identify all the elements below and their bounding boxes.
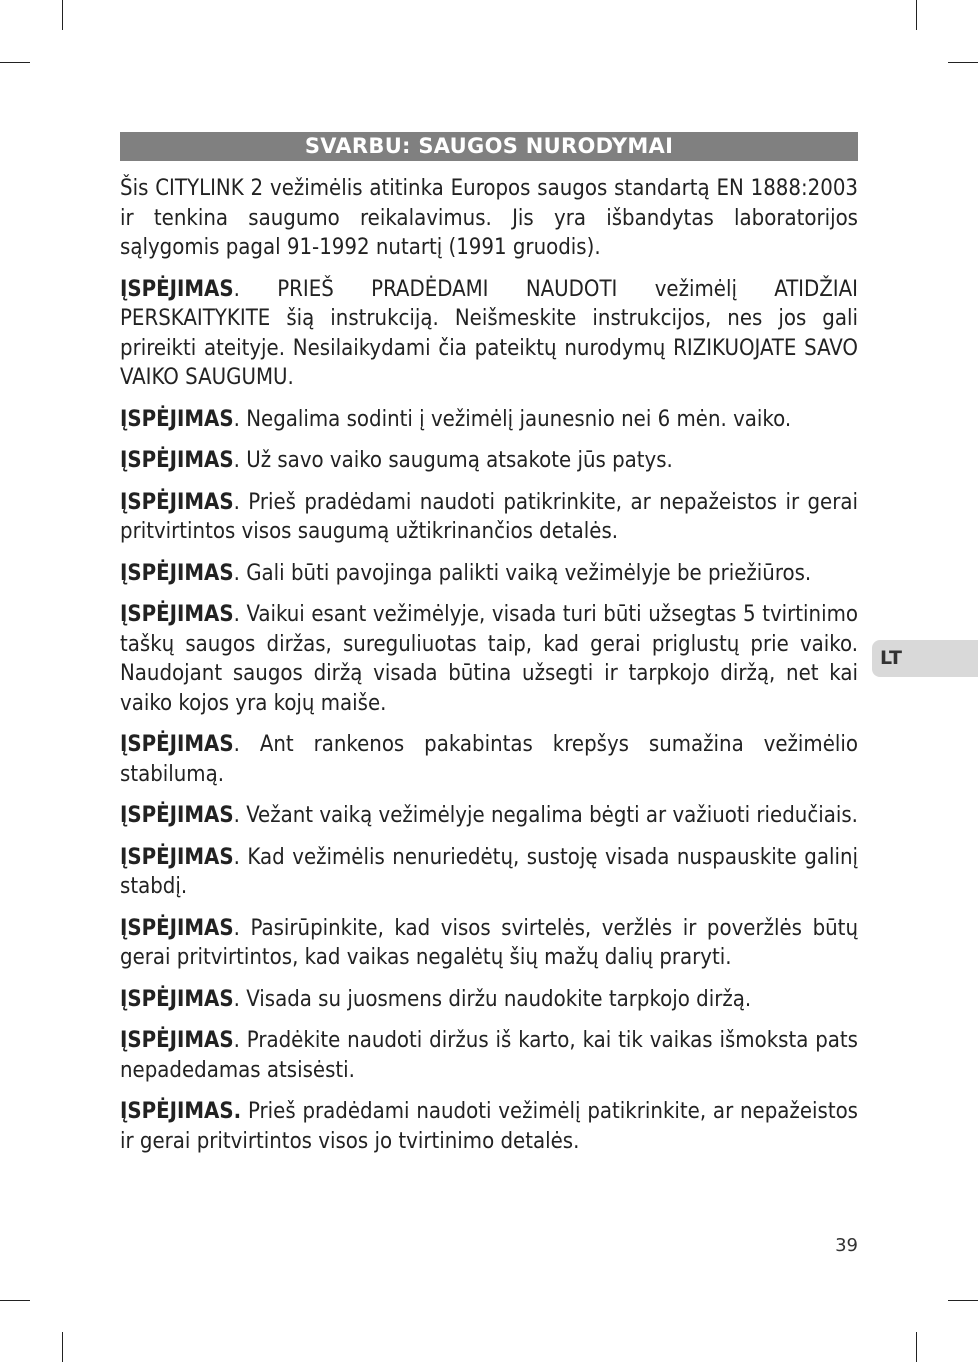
warning-label: ĮSPĖJIMAS <box>120 915 234 941</box>
warning-label: ĮSPĖJIMAS <box>120 276 234 302</box>
intro-paragraph: Šis CITYLINK 2 vežimėlis atitinka Europos saugos standartą EN 1888:2003 ir tenkina saugumo reikalavimus. Jis yra išbandytas laboratorijos sąlygomis pagal 91-1992 nutartį (1991 gruodis). <box>120 176 858 260</box>
warning-label: ĮSPĖJIMAS <box>120 602 234 627</box>
warning-text: . Negalima sodinti į vežimėlį jaunesnio nei 6 mėn. vaiko. <box>233 406 792 432</box>
warning-label: ĮSPĖJIMAS <box>120 406 234 432</box>
warning-text: . Kad vežimėlis nenuriedėtų, sustoję visada nuspauskite galinį stabdį. <box>120 844 858 899</box>
warning-paragraph <box>120 275 858 393</box>
warning-label: ĮSPĖJIMAS <box>120 844 234 870</box>
document-body <box>120 174 858 1168</box>
section-header: SVARBU: SAUGOS NURODYMAI <box>120 132 858 161</box>
warning-paragraph <box>120 985 858 1015</box>
warning-label: ĮSPĖJIMAS <box>120 732 234 757</box>
warning-paragraph <box>120 600 858 718</box>
warning-text: . Pasirūpinkite, kad visos svirtelės, veržlės ir poveržlės būtų gerai pritvirtintos, kad vaikas negalėtų šių mažų dalių praryti. <box>120 915 858 970</box>
crop-mark <box>0 62 30 63</box>
warning-label: ĮSPĖJIMAS <box>120 489 234 515</box>
crop-mark <box>62 0 63 30</box>
crop-mark <box>916 0 917 30</box>
warning-label: ĮSPĖJIMAS <box>120 986 234 1012</box>
warning-paragraph <box>120 559 858 589</box>
warning-text: . Prieš pradėdami naudoti patikrinkite, ar nepažeistos ir gerai pritvirtintos visos saugumą užtikrinančios detalės. <box>120 489 858 544</box>
crop-mark <box>948 62 978 63</box>
warning-paragraph <box>120 843 858 902</box>
warning-text: . Vežant vaiką vežimėlyje negalima bėgti ar važiuoti riedučiais. <box>233 803 858 828</box>
crop-mark <box>916 1332 917 1362</box>
warning-text: . Visada su juosmens diržu naudokite tarpkojo diržą. <box>233 986 752 1012</box>
warning-label: ĮSPĖJIMAS <box>120 448 234 473</box>
warning-text: . Už savo vaiko saugumą atsakote jūs patys. <box>233 448 673 473</box>
crop-mark <box>0 1300 30 1301</box>
warning-text: . PRIEŠ PRADĖDAMI NAUDOTI vežimėlį ATIDŽIAI PERSKAITYKITE šią instrukciją. Neišmeskite instrukcijos, nes jos gali prireikti ateityje. Nesilaikydami čia pateiktų nurodymų RIZIKUOJATE SAVO VAIKO SAUGUMU. <box>120 276 858 390</box>
warning-paragraph <box>120 488 858 547</box>
crop-mark <box>62 1332 63 1362</box>
warning-label: ĮSPĖJIMAS <box>120 1028 234 1053</box>
warning-paragraph <box>120 405 858 435</box>
warning-paragraph <box>120 1097 858 1156</box>
warning-label: ĮSPĖJIMAS. <box>120 1099 242 1124</box>
warning-text: . Gali būti pavojinga palikti vaiką vežimėlyje be priežiūros. <box>233 560 812 586</box>
crop-mark <box>948 1300 978 1301</box>
warning-paragraph <box>120 801 858 831</box>
warning-paragraph <box>120 1026 858 1085</box>
warning-text: . Ant rankenos pakabintas krepšys sumažina vežimėlio stabilumą. <box>120 732 858 787</box>
warning-label: ĮSPĖJIMAS <box>120 803 234 828</box>
warning-paragraph <box>120 914 858 973</box>
warning-text: . Pradėkite naudoti diržus iš karto, kai tik vaikas išmoksta pats nepadedamas atsisėsti. <box>120 1028 858 1083</box>
warning-paragraph <box>120 730 858 789</box>
language-tab: LT <box>872 640 978 677</box>
warning-text: . Vaikui esant vežimėlyje, visada turi būti užsegtas 5 tvirtinimo taškų saugos diržas, sureguliuotas taip, kad gerai priglustų prie vaiko. Naudojant saugos diržą visada būtina užsegti ir tarpkojo diržą, net kai vaiko kojos yra kojų maiše. <box>120 602 858 716</box>
warning-text: Prieš pradėdami naudoti vežimėlį patikrinkite, ar nepažeistos ir gerai pritvirtintos visos jo tvirtinimo detalės. <box>120 1099 858 1154</box>
warning-paragraph <box>120 446 858 476</box>
warning-label: ĮSPĖJIMAS <box>120 560 234 586</box>
page-number: 39 <box>835 1235 858 1256</box>
